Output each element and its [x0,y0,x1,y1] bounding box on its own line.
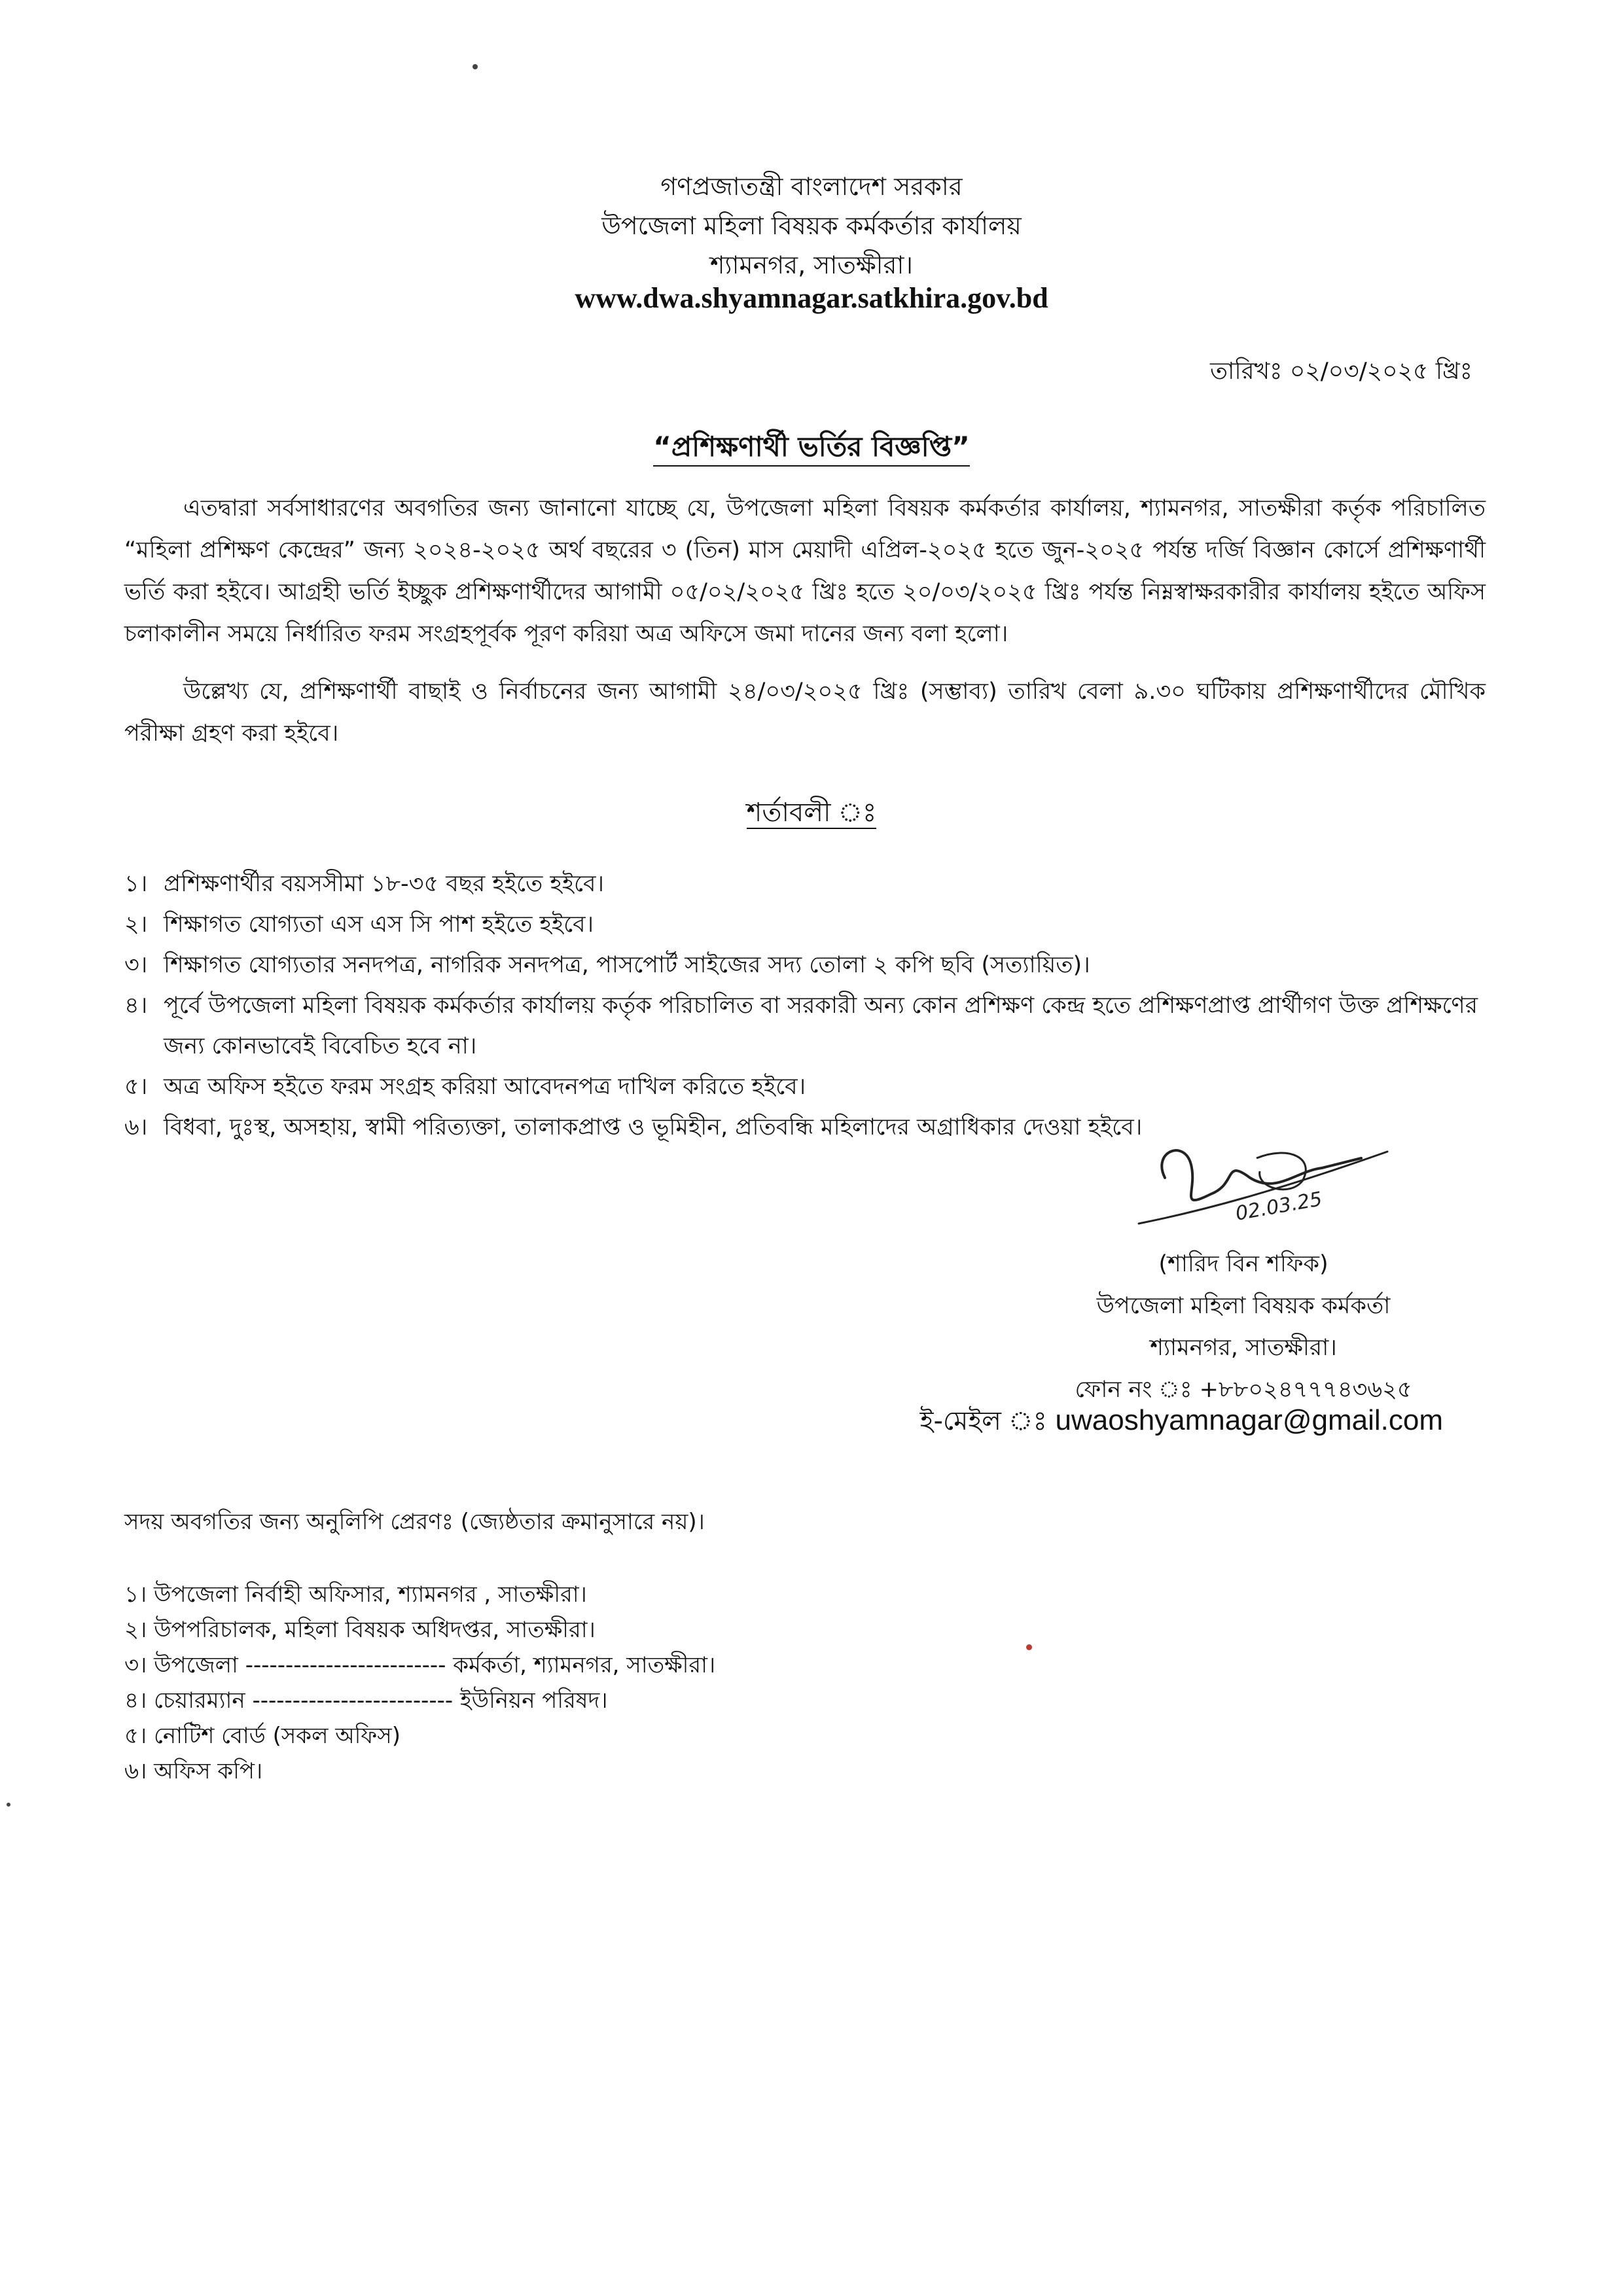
signatory-designation: উপজেলা মহিলা বিষয়ক কর্মকর্তা [1096,1293,1391,1319]
condition-number: ৩। [124,952,148,978]
notice-date: তারিখঃ ০২/০৩/২০২৫ খ্রিঃ [1209,358,1472,385]
office-name: উপজেলা মহিলা বিষয়ক কর্মকর্তার কার্যালয় [601,211,1022,240]
copy-recipient-item: ৬। অফিস কপি। [124,1758,263,1784]
signatory-name: (শারিদ বিন শফিক) [1158,1251,1329,1277]
signature-date: 02.03.25 [1234,1188,1324,1226]
office-location: শ্যামনগর, সাতক্ষীরা। [709,251,914,279]
condition-text: শিক্ষাগত যোগ্যতার সনদপত্র, নাগরিক সনদপত্র, পাসপোর্ট সাইজের সদ্য তোলা ২ কপি ছবি (সত্যায়িত)। [164,952,1090,978]
scan-speck [473,64,478,69]
notice-title-text: “প্রশিক্ষণার্থী ভর্তির বিজ্ঞপ্তি” [653,431,970,467]
website-link[interactable]: www.dwa.shyamnagar.satkhira.gov.bd [575,282,1048,314]
scan-speck [7,1803,10,1807]
body-paragraph-2-text: উল্লেখ্য যে, প্রশিক্ষণার্থী বাছাই ও নির্বাচনের জন্য আগামী ২৪/০৩/২০২৫ খ্রিঃ (সম্ভাব্য) তারিখ বেলা ৯.৩০ ঘটিকায় প্রশিক্ষণার্থীদের মৌখিক পরীক্ষা গ্রহণ করা হইবে। [124,679,1486,747]
condition-text: বিধবা, দুঃস্থ, অসহায়, স্বামী পরিত্যক্তা, তালাকপ্রাপ্ত ও ভূমিহীন, প্রতিবন্ধি মহিলাদের অগ্রাধিকার দেওয়া হইবে। [164,1114,1143,1140]
conditions-title-text: শর্তাবলী ঃ [746,798,877,828]
condition-number: ৪। [124,993,148,1019]
notice-title [0,425,1623,472]
conditions-title [0,792,1623,836]
copy-recipient-item: ৫। নোটিশ বোর্ড (সকল অফিস) [124,1723,401,1749]
condition-number: ৫। [124,1074,148,1100]
email-line [920,1400,1443,1444]
email-label: ই-মেইল ঃ [919,1406,1047,1436]
copy-recipient-item: ২। উপপরিচালক, মহিলা বিষয়ক অধিদপ্তর, সাতক্ষীরা। [124,1617,596,1643]
signatory-phone: ফোন নং ঃ +৮৮০২৪৭৭৭৪৩৬২৫ [1075,1377,1412,1403]
condition-number: ৬। [124,1114,148,1140]
condition-item [124,904,1486,945]
condition-number: ১। [124,871,148,897]
condition-item [124,1067,1486,1107]
condition-text: অত্র অফিস হইতে ফরম সংগ্রহ করিয়া আবেদনপত্র দাখিল করিতে হইবে। [164,1074,806,1100]
body-paragraph-1 [124,487,1486,655]
copy-recipients-list [124,1577,1106,1789]
conditions-list [124,864,1486,1148]
condition-text: শিক্ষাগত যোগ্যতা এস এস সি পাশ হইতে হইবে। [164,911,594,938]
email-address[interactable]: uwaoshyamnagar@gmail.com [1055,1404,1443,1436]
scan-speck [1026,1644,1032,1650]
condition-text: পূর্বে উপজেলা মহিলা বিষয়ক কর্মকর্তার কার্যালয় কর্তৃক পরিচালিত বা সরকারী অন্য কোন প্রশিক্ষণ কেন্দ্র হতে প্রশিক্ষণপ্রাপ্ত প্রার্থীগণ উক্ত প্রশিক্ষণের জন্য কোনভাবেই বিবেচিত হবে না। [164,993,1478,1059]
condition-item [124,864,1486,904]
copy-recipient-item: ১। উপজেলা নির্বাহী অফিসার, শ্যামনগর , সাতক্ষীরা। [124,1581,587,1608]
condition-item [124,945,1486,985]
condition-number: ২। [124,911,148,938]
government-name: গণপ্রজাতন্ত্রী বাংলাদেশ সরকার [660,172,963,201]
condition-item [124,985,1486,1067]
body-paragraph-1-text: এতদ্বারা সর্বসাধারণের অবগতির জন্য জানানো যাচ্ছে যে, উপজেলা মহিলা বিষয়ক কর্মকর্তার কার্যালয়, শ্যামনগর, সাতক্ষীরা কর্তৃক পরিচালিত “মহিলা প্রশিক্ষণ কেন্দ্রের” জন্য ২০২৪-২০২৫ অর্থ বছরের ৩ (তিন) মাস মেয়াদী এপ্রিল-২০২৫ হতে জুন-২০২৫ পর্যন্ত দর্জি বিজ্ঞান কোর্সে প্রশিক্ষণার্থী ভর্তি করা হইবে। আগ্রহী ভর্তি ইচ্ছুক প্রশিক্ষণার্থীদের আগামী ০৫/০২/২০২৫ খ্রিঃ হতে ২০/০৩/২০২৫ খ্রিঃ পর্যন্ত নিম্নস্বাক্ষরকারীর কার্যালয় হইতে অফিস চলাকালীন সময়ে নির্ধারিত ফরম সংগ্রহপূর্বক পূরণ করিয়া অত্র অফিসে জমা দানের জন্য বলা হলো। [124,495,1486,647]
copy-recipients-title: সদয় অবগতির জন্য অনুলিপি প্রেরণঃ (জ্যেষ্ঠতার ক্রমানুসারে নয়)। [124,1509,705,1535]
signatory-place: শ্যামনগর, সাতক্ষীরা। [1150,1335,1337,1361]
copy-recipient-item: ৩। উপজেলা ------------------------- কর্মকর্তা, শ্যামনগর, সাতক্ষীরা। [124,1652,716,1678]
signature-block [1014,1243,1472,1411]
handwritten-signature [1126,1132,1400,1250]
body-paragraph-2 [124,671,1486,754]
copy-recipient-item: ৪। চেয়ারম্যান ------------------------- ইউনিয়ন পরিষদ। [124,1687,608,1714]
condition-text: প্রশিক্ষণার্থীর বয়সসীমা ১৮-৩৫ বছর হইতে হইবে। [164,871,605,897]
